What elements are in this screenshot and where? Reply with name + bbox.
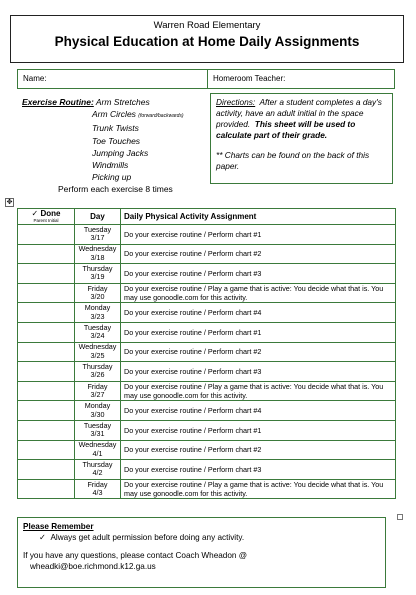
routine-arm-circles: Arm Circles <box>92 109 136 120</box>
task-cell: Do your exercise routine / Perform chart #3 <box>121 264 396 284</box>
table-row <box>18 420 396 440</box>
remember-item-text: Always get adult permission before doing any activity. <box>50 533 245 542</box>
day-name: Monday <box>84 303 111 313</box>
table-row <box>18 401 396 421</box>
remember-item <box>23 532 380 543</box>
col-done-sub: Parent Initial <box>33 217 59 223</box>
day-name: Tuesday <box>83 224 112 234</box>
directions-text: After a student completes a day's activity, have an adult initial in the space provided. <box>216 97 382 129</box>
day-date: 3/23 <box>90 311 105 321</box>
table-row <box>18 283 396 303</box>
day-date: 3/20 <box>90 292 105 302</box>
table-row <box>18 244 396 264</box>
table-row <box>18 322 396 342</box>
day-cell <box>75 342 121 362</box>
task-cell: Do your exercise routine / Perform chart #1 <box>121 322 396 342</box>
day-date: 3/26 <box>90 370 105 380</box>
directions-heading: Directions: <box>216 97 256 107</box>
day-date: 3/17 <box>90 233 105 243</box>
table-row <box>18 362 396 382</box>
day-cell <box>75 225 121 245</box>
task-cell: Do your exercise routine / Play a game that is active: You decide what that is. You may use gonoodle.com for this activity. <box>121 283 396 303</box>
task-cell: Do your exercise routine / Perform chart #4 <box>121 303 396 323</box>
table-resize-handle[interactable] <box>397 514 403 520</box>
day-date: 3/24 <box>90 331 105 341</box>
day-cell <box>75 460 121 480</box>
routine-first: Arm Stretches <box>95 97 150 107</box>
day-cell <box>75 264 121 284</box>
school-name: Warren Road Elementary <box>153 20 261 31</box>
day-date: 4/3 <box>92 488 103 498</box>
task-cell: Do your exercise routine / Perform chart #4 <box>121 401 396 421</box>
done-cell[interactable] <box>18 420 75 440</box>
task-cell: Do your exercise routine / Perform chart #2 <box>121 244 396 264</box>
routine-exercise: Toe Touches <box>92 135 141 146</box>
task-cell: Do your exercise routine / Perform chart #2 <box>121 342 396 362</box>
table-row <box>18 342 396 362</box>
routine-exercise: Jumping Jacks <box>92 147 149 158</box>
day-name: Wednesday <box>78 440 117 450</box>
day-cell <box>75 322 121 342</box>
directions-bold: This sheet will be used to calculate part of their grade. <box>216 119 356 140</box>
day-cell <box>75 303 121 323</box>
done-cell[interactable] <box>18 303 75 323</box>
remember-box <box>17 517 386 588</box>
name-field[interactable] <box>18 70 208 88</box>
contact-email[interactable]: wheadki@boe.richmond.k12.ga.us <box>30 562 156 571</box>
day-name: Tuesday <box>83 420 112 430</box>
check-icon: ✓ <box>39 533 46 542</box>
info-row <box>17 69 395 89</box>
day-name: Thursday <box>82 361 113 371</box>
day-date: 3/30 <box>90 409 105 419</box>
homeroom-label: Homeroom Teacher: <box>213 74 286 83</box>
col-done: ✓ Done Parent Initial <box>18 209 75 225</box>
done-cell[interactable] <box>18 460 75 480</box>
homeroom-field[interactable] <box>208 70 290 88</box>
directions-charts-note: ** Charts can be found on the back of this paper. <box>216 150 370 171</box>
task-cell: Do your exercise routine / Play a game that is active: You decide what that is. You may use gonoodle.com for this activity. <box>121 381 396 401</box>
day-date: 3/31 <box>90 429 105 439</box>
day-date: 3/19 <box>90 272 105 282</box>
done-cell[interactable] <box>18 283 75 303</box>
day-name: Monday <box>84 401 111 411</box>
task-cell: Do your exercise routine / Perform chart #1 <box>121 420 396 440</box>
table-row <box>18 303 396 323</box>
table-row <box>18 460 396 480</box>
routine-heading: Exercise Routine: <box>22 97 94 107</box>
table-row <box>18 264 396 284</box>
day-date: 3/18 <box>90 252 105 262</box>
day-date: 3/25 <box>90 350 105 360</box>
day-cell <box>75 362 121 382</box>
directions-box <box>210 93 393 184</box>
done-cell[interactable] <box>18 225 75 245</box>
table-move-handle-icon[interactable]: ✥ <box>6 199 13 206</box>
task-cell: Do your exercise routine / Play a game that is active: You decide what that is. You may use gonoodle.com for this activity. <box>121 479 396 499</box>
table-row <box>18 225 396 245</box>
done-cell[interactable] <box>18 322 75 342</box>
col-day: Day <box>75 209 121 225</box>
col-done-label: Done <box>40 208 61 218</box>
name-label: Name: <box>23 74 47 83</box>
done-cell[interactable] <box>18 264 75 284</box>
routine-exercise: Trunk Twists <box>92 123 139 134</box>
day-date: 4/2 <box>92 468 103 478</box>
day-name: Friday <box>87 381 108 391</box>
exercise-routine <box>22 96 184 196</box>
table-row <box>18 381 396 401</box>
done-cell[interactable] <box>18 362 75 382</box>
assignment-table <box>17 208 396 499</box>
done-cell[interactable] <box>18 479 75 499</box>
day-name: Wednesday <box>78 342 117 352</box>
contact-text: If you have any questions, please contact Coach Wheadon @ <box>23 551 248 560</box>
title-box <box>10 15 404 63</box>
day-cell <box>75 244 121 264</box>
task-cell: Do your exercise routine / Perform chart #1 <box>121 225 396 245</box>
day-date: 3/27 <box>90 390 105 400</box>
col-task: Daily Physical Activity Assignment <box>121 209 396 225</box>
done-cell[interactable] <box>18 244 75 264</box>
day-cell <box>75 283 121 303</box>
day-name: Thursday <box>82 459 113 469</box>
table-row <box>18 479 396 499</box>
task-cell: Do your exercise routine / Perform chart #3 <box>121 460 396 480</box>
day-name: Tuesday <box>83 322 112 332</box>
page-title: Physical Education at Home Daily Assignments <box>54 34 360 49</box>
day-cell <box>75 420 121 440</box>
day-cell <box>75 401 121 421</box>
day-name: Friday <box>87 283 108 293</box>
done-cell[interactable] <box>18 440 75 460</box>
done-cell[interactable] <box>18 401 75 421</box>
day-name: Thursday <box>82 263 113 273</box>
routine-exercise: Windmills <box>92 160 129 171</box>
remember-heading: Please Remember <box>23 522 94 531</box>
routine-exercise: Picking up <box>92 172 132 183</box>
day-date: 4/1 <box>92 448 103 458</box>
table-row <box>18 440 396 460</box>
done-cell[interactable] <box>18 381 75 401</box>
day-cell <box>75 381 121 401</box>
done-cell[interactable] <box>18 342 75 362</box>
day-name: Friday <box>87 479 108 489</box>
day-name: Wednesday <box>78 244 117 254</box>
task-cell: Do your exercise routine / Perform chart #2 <box>121 440 396 460</box>
task-cell: Do your exercise routine / Perform chart #3 <box>121 362 396 382</box>
day-cell <box>75 440 121 460</box>
routine-perform: Perform each exercise 8 times <box>58 184 173 195</box>
routine-arm-circles-note: (forward/backwards) <box>138 113 184 120</box>
day-cell <box>75 479 121 499</box>
